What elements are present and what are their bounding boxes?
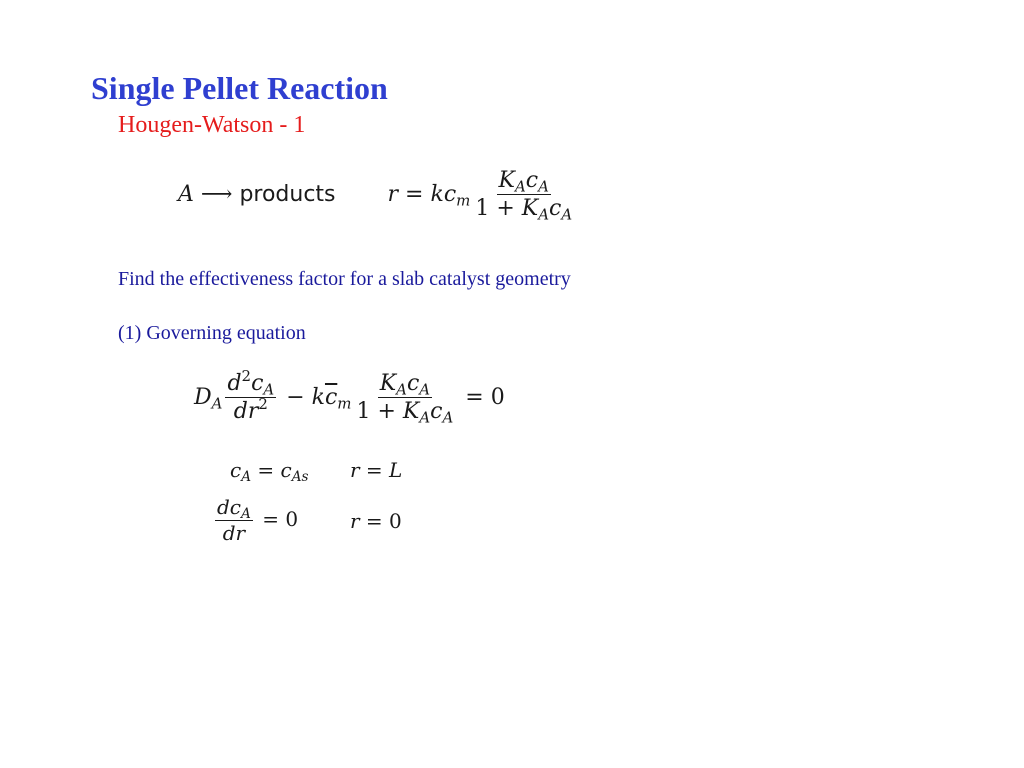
governing-equation: $D_A$ $\frac{d^2c_A}{dr^2}$ − $k\overline{c}_m$ $\frac{K_Ac_A}{1 + K_Ac_A}$ = 0 [194,367,505,427]
task-statement: Find the effectiveness factor for a slab catalyst geometry [118,268,571,290]
reactant-symbol: A [178,181,194,207]
boundary-condition-center: $\frac{dc_A}{dr}$ = 0 [217,495,299,545]
reaction-product: products [239,181,336,207]
reaction-equation [178,168,577,222]
slide-title: Single Pellet Reaction [91,70,388,106]
step-heading: (1) Governing equation [118,322,306,344]
slide-subtitle: Hougen-Watson - 1 [118,112,306,138]
boundary-location-surface: r = L [350,458,403,482]
boundary-condition-surface: $c_A = c_{As}$ [230,458,309,486]
boundary-location-center: r = 0 [350,509,402,533]
reaction-arrow: ⟶ [200,181,233,207]
rate-expression: $r = kc_m$ $\frac{K_Ac_A}{1 + K_Ac_A}$ [387,168,573,224]
rate-fraction: $\frac{K_Ac_A}{1 + K_Ac_A}$ [475,168,573,224]
